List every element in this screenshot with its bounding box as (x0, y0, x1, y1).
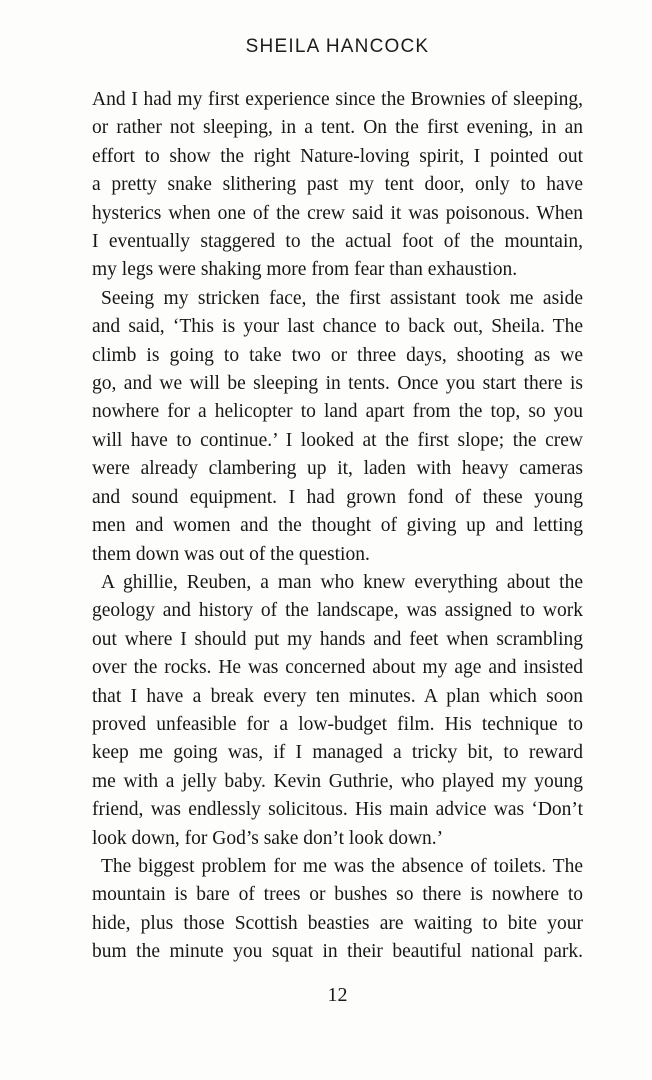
text-line: A ghillie, Reuben, a man who knew everything about the (101, 571, 583, 593)
text-line: me with a jelly baby. Kevin Guthrie, who played my young (92, 770, 583, 792)
text-line: over the rocks. He was concerned about my age and insisted (92, 657, 583, 679)
text-line: bum the minute you squat in their beautiful national park. (92, 941, 583, 963)
text-line: out where I should put my hands and feet when scrambling (92, 628, 583, 650)
text-line: climb is going to take two or three days, shooting as we (92, 344, 583, 366)
text-line: and said, ‘This is your last chance to back out, Sheila. The (92, 316, 583, 338)
text-line: Seeing my stricken face, the first assistant took me aside (101, 287, 583, 309)
text-line: friend, was endlessly solicitous. His main advice was ‘Don’t (92, 799, 583, 821)
text-line: And I had my first experience since the Brownies of sleeping, (92, 89, 583, 110)
text-block (92, 86, 583, 967)
text-line: effort to show the right Nature-loving spirit, I pointed out (92, 145, 583, 167)
text-line: look down, for God’s sake don’t look down.’ (92, 827, 444, 849)
paragraph (92, 853, 583, 967)
text-line: I eventually staggered to the actual foot of the mountain, (92, 231, 583, 253)
text-line: and sound equipment. I had grown fond of these young (92, 486, 583, 508)
text-line: a pretty snake slithering past my tent door, only to have (92, 174, 583, 196)
running-header: SHEILA HANCOCK (245, 36, 430, 57)
text-line: were already clambering up it, laden with heavy cameras (92, 458, 583, 480)
page-number: 12 (327, 984, 348, 1006)
paragraph (92, 285, 583, 569)
text-line: hide, plus those Scottish beasties are waiting to bite your (92, 912, 583, 934)
text-line: my legs were shaking more from fear than exhaustion. (92, 259, 518, 281)
text-line: proved unfeasible for a low-budget film. His technique to (92, 713, 583, 735)
text-line: geology and history of the landscape, was assigned to work (92, 600, 583, 622)
text-line: The biggest problem for me was the absence of toilets. The (101, 855, 583, 877)
text-line: mountain is bare of trees or bushes so there is nowhere to (92, 884, 583, 906)
text-line: nowhere for a helicopter to land apart from the top, so you (92, 401, 583, 423)
paragraph (92, 569, 583, 853)
text-line: that I have a break every ten minutes. A plan which soon (92, 685, 583, 707)
text-line: men and women and the thought of giving up and letting (92, 515, 583, 537)
text-line: hysterics when one of the crew said it was poisonous. When (92, 202, 583, 224)
text-line: keep me going was, if I managed a tricky bit, to reward (92, 742, 583, 764)
text-line: them down was out of the question. (92, 543, 370, 565)
paragraph (92, 86, 583, 285)
text-line: will have to continue.’ I looked at the first slope; the crew (92, 429, 583, 451)
text-line: or rather not sleeping, in a tent. On the first evening, in an (92, 117, 583, 139)
text-line: go, and we will be sleeping in tents. Once you start there is (92, 373, 583, 395)
